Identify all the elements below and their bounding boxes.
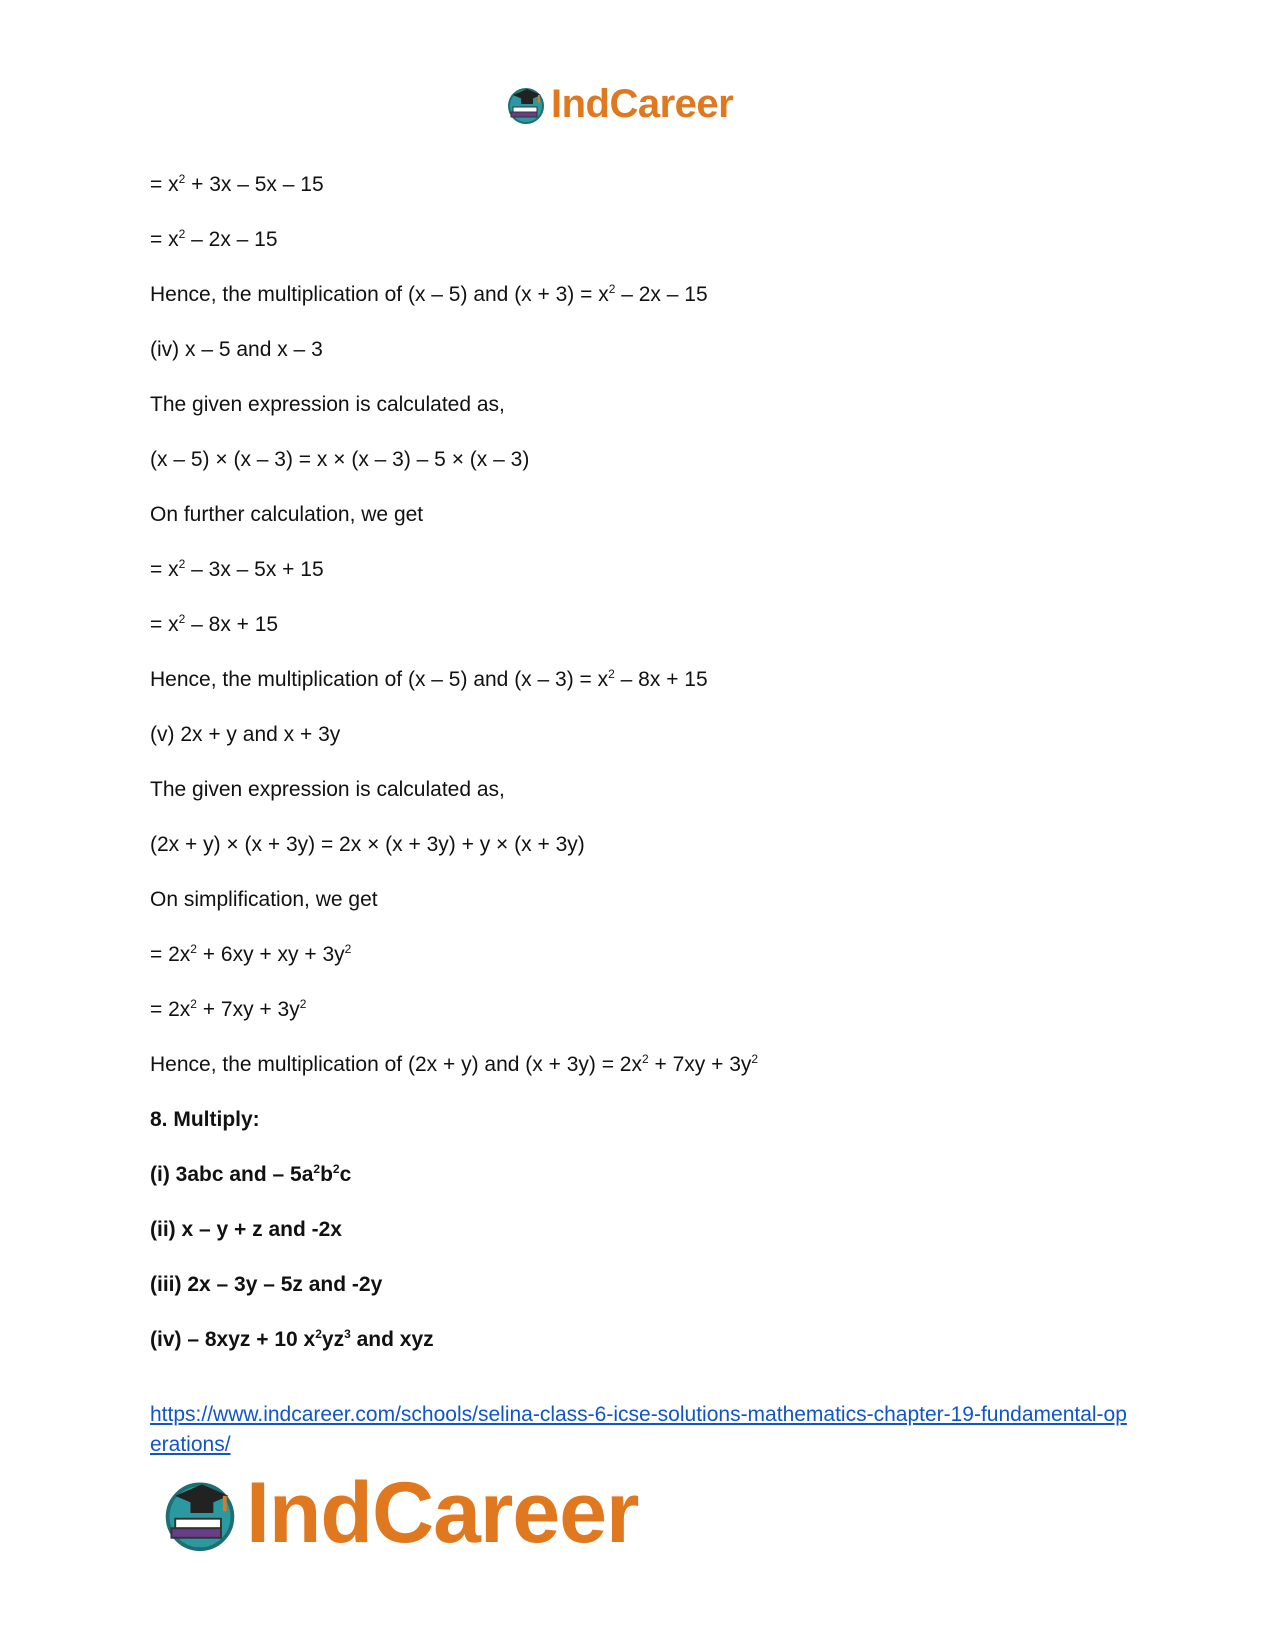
- text-line: = $2x^2 + 6xy$ + xy + $3y^2$: [150, 942, 352, 966]
- text-line: (iv) x – 5 and x – 3: [150, 338, 323, 361]
- text-line: = $x^2 - 8x + 15$: [150, 612, 279, 636]
- text-line: = $x^2 + 3x - 5x - 15$: [150, 172, 324, 196]
- question-part: (iv) – 8xyz + 10 $x^2yz^3$ and xyz: [150, 1327, 434, 1351]
- text-line: On simplification, we get: [150, 888, 378, 911]
- question-heading: 8. Multiply:: [150, 1108, 260, 1131]
- text-line: The given expression is calculated as,: [150, 393, 505, 416]
- text-line: Hence, the multiplication of (2x + y) and $(x + 3y) = 2x^2 + 7xy + 3y^2$: [150, 1052, 759, 1076]
- question-part: (i) 3abc and – $5a^2b^2c$: [150, 1162, 352, 1186]
- graduation-cap-books-globe-icon: [505, 83, 547, 125]
- source-url-link[interactable]: https://www.indcareer.com/schools/selina-class-6-icse-solutions-mathematics-chapter-19-fundamental-operations/: [150, 1403, 1127, 1456]
- question-part: (ii) x – y + z and -2x: [150, 1218, 342, 1241]
- text-line: On further calculation, we get: [150, 503, 424, 526]
- text-line: Hence, the multiplication of (x – 5) and $(x - 3) = x^2 - 8x + 15$: [150, 667, 708, 691]
- footer-logo: [160, 1464, 639, 1561]
- header-logo-text: IndCareer: [551, 81, 734, 126]
- text-line: (x – 5) × (x – 3) = x × (x – 3) – 5 × (x – 3): [150, 448, 530, 471]
- text-line: = $x^2 - 3x - 5x + 15$: [150, 557, 324, 581]
- document-body: [150, 170, 1130, 1380]
- header-logo: [505, 82, 733, 126]
- text-line: (2x + y) × (x + 3y) = 2x × (x + 3y) + y × (x + 3y): [150, 833, 585, 856]
- text-line: The given expression is calculated as,: [150, 778, 505, 801]
- text-line: (v) 2x + y and x + 3y: [150, 723, 341, 746]
- text-line: = $x^2 - 2x - 15$: [150, 227, 278, 251]
- text-line: = $2x^2 + 7xy + 3y^2$: [150, 997, 307, 1021]
- text-line: Hence, the multiplication of (x – 5) and $(x + 3) = x^2 - 2x - 15$: [150, 282, 708, 306]
- footer-logo-text: IndCareer: [246, 1464, 639, 1561]
- question-part: (iii) 2x – 3y – 5z and -2y: [150, 1273, 383, 1296]
- graduation-cap-books-globe-icon: [160, 1473, 240, 1553]
